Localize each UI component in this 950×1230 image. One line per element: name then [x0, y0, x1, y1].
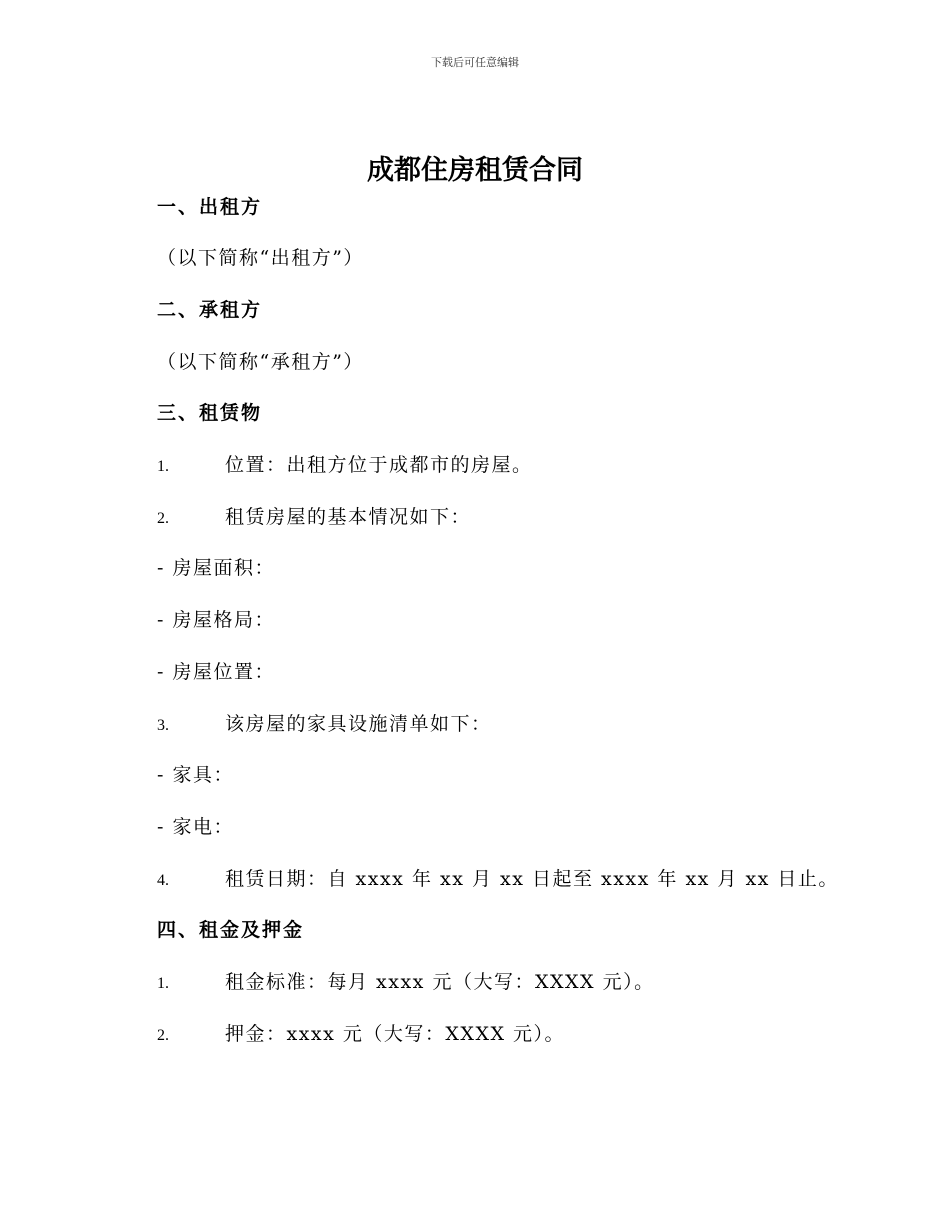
item-number: 2.: [157, 1027, 169, 1044]
property-item-1: [157, 453, 533, 479]
item-text: 押金：xxxx 元（大写：XXXX 元）。: [225, 1023, 566, 1045]
item-number: 2.: [157, 510, 169, 527]
item-number: 1.: [157, 458, 169, 475]
rent-item-1: [157, 970, 655, 996]
lessor-note: [157, 246, 364, 270]
property-item-4: [157, 867, 839, 893]
property-item-3: [157, 712, 492, 738]
item-number: 4.: [157, 872, 169, 889]
header-note: 下载后可任意编辑: [431, 56, 519, 69]
item-text: 租赁房屋的基本情况如下：: [225, 506, 472, 528]
lessee-note-text: （以下简称“承租方”）: [157, 351, 364, 373]
item-text: 租金标准：每月 xxxx 元（大写：XXXX 元）。: [225, 971, 655, 993]
item-text: 位置：出租方位于成都市的房屋。: [225, 454, 533, 476]
rent-item-2: [157, 1022, 565, 1048]
section-heading-lessor: 一、出租方: [157, 196, 263, 218]
sub-item-furniture: - 家具：: [157, 764, 234, 786]
sub-item-layout: - 房屋格局：: [157, 609, 275, 631]
sub-item-location: - 房屋位置：: [157, 661, 275, 683]
item-text: 租赁日期：自 xxxx 年 xx 月 xx 日起至 xxxx 年 xx 月 xx 日止。: [225, 868, 839, 890]
item-number: 1.: [157, 975, 169, 992]
section-heading-rent-deposit: 四、租金及押金: [157, 919, 305, 941]
item-text: 该房屋的家具设施清单如下：: [225, 713, 492, 735]
item-number: 3.: [157, 717, 169, 734]
sub-item-appliance: - 家电：: [157, 816, 234, 838]
sub-item-area: - 房屋面积：: [157, 557, 275, 579]
document-title: 成都住房租赁合同: [367, 155, 583, 186]
lessee-note: [157, 350, 364, 374]
property-item-2: [157, 505, 471, 531]
lessor-note-text: （以下简称“出租方”）: [157, 247, 364, 269]
section-heading-lessee: 二、承租方: [157, 299, 263, 321]
section-heading-leased-property: 三、租赁物: [157, 402, 263, 424]
